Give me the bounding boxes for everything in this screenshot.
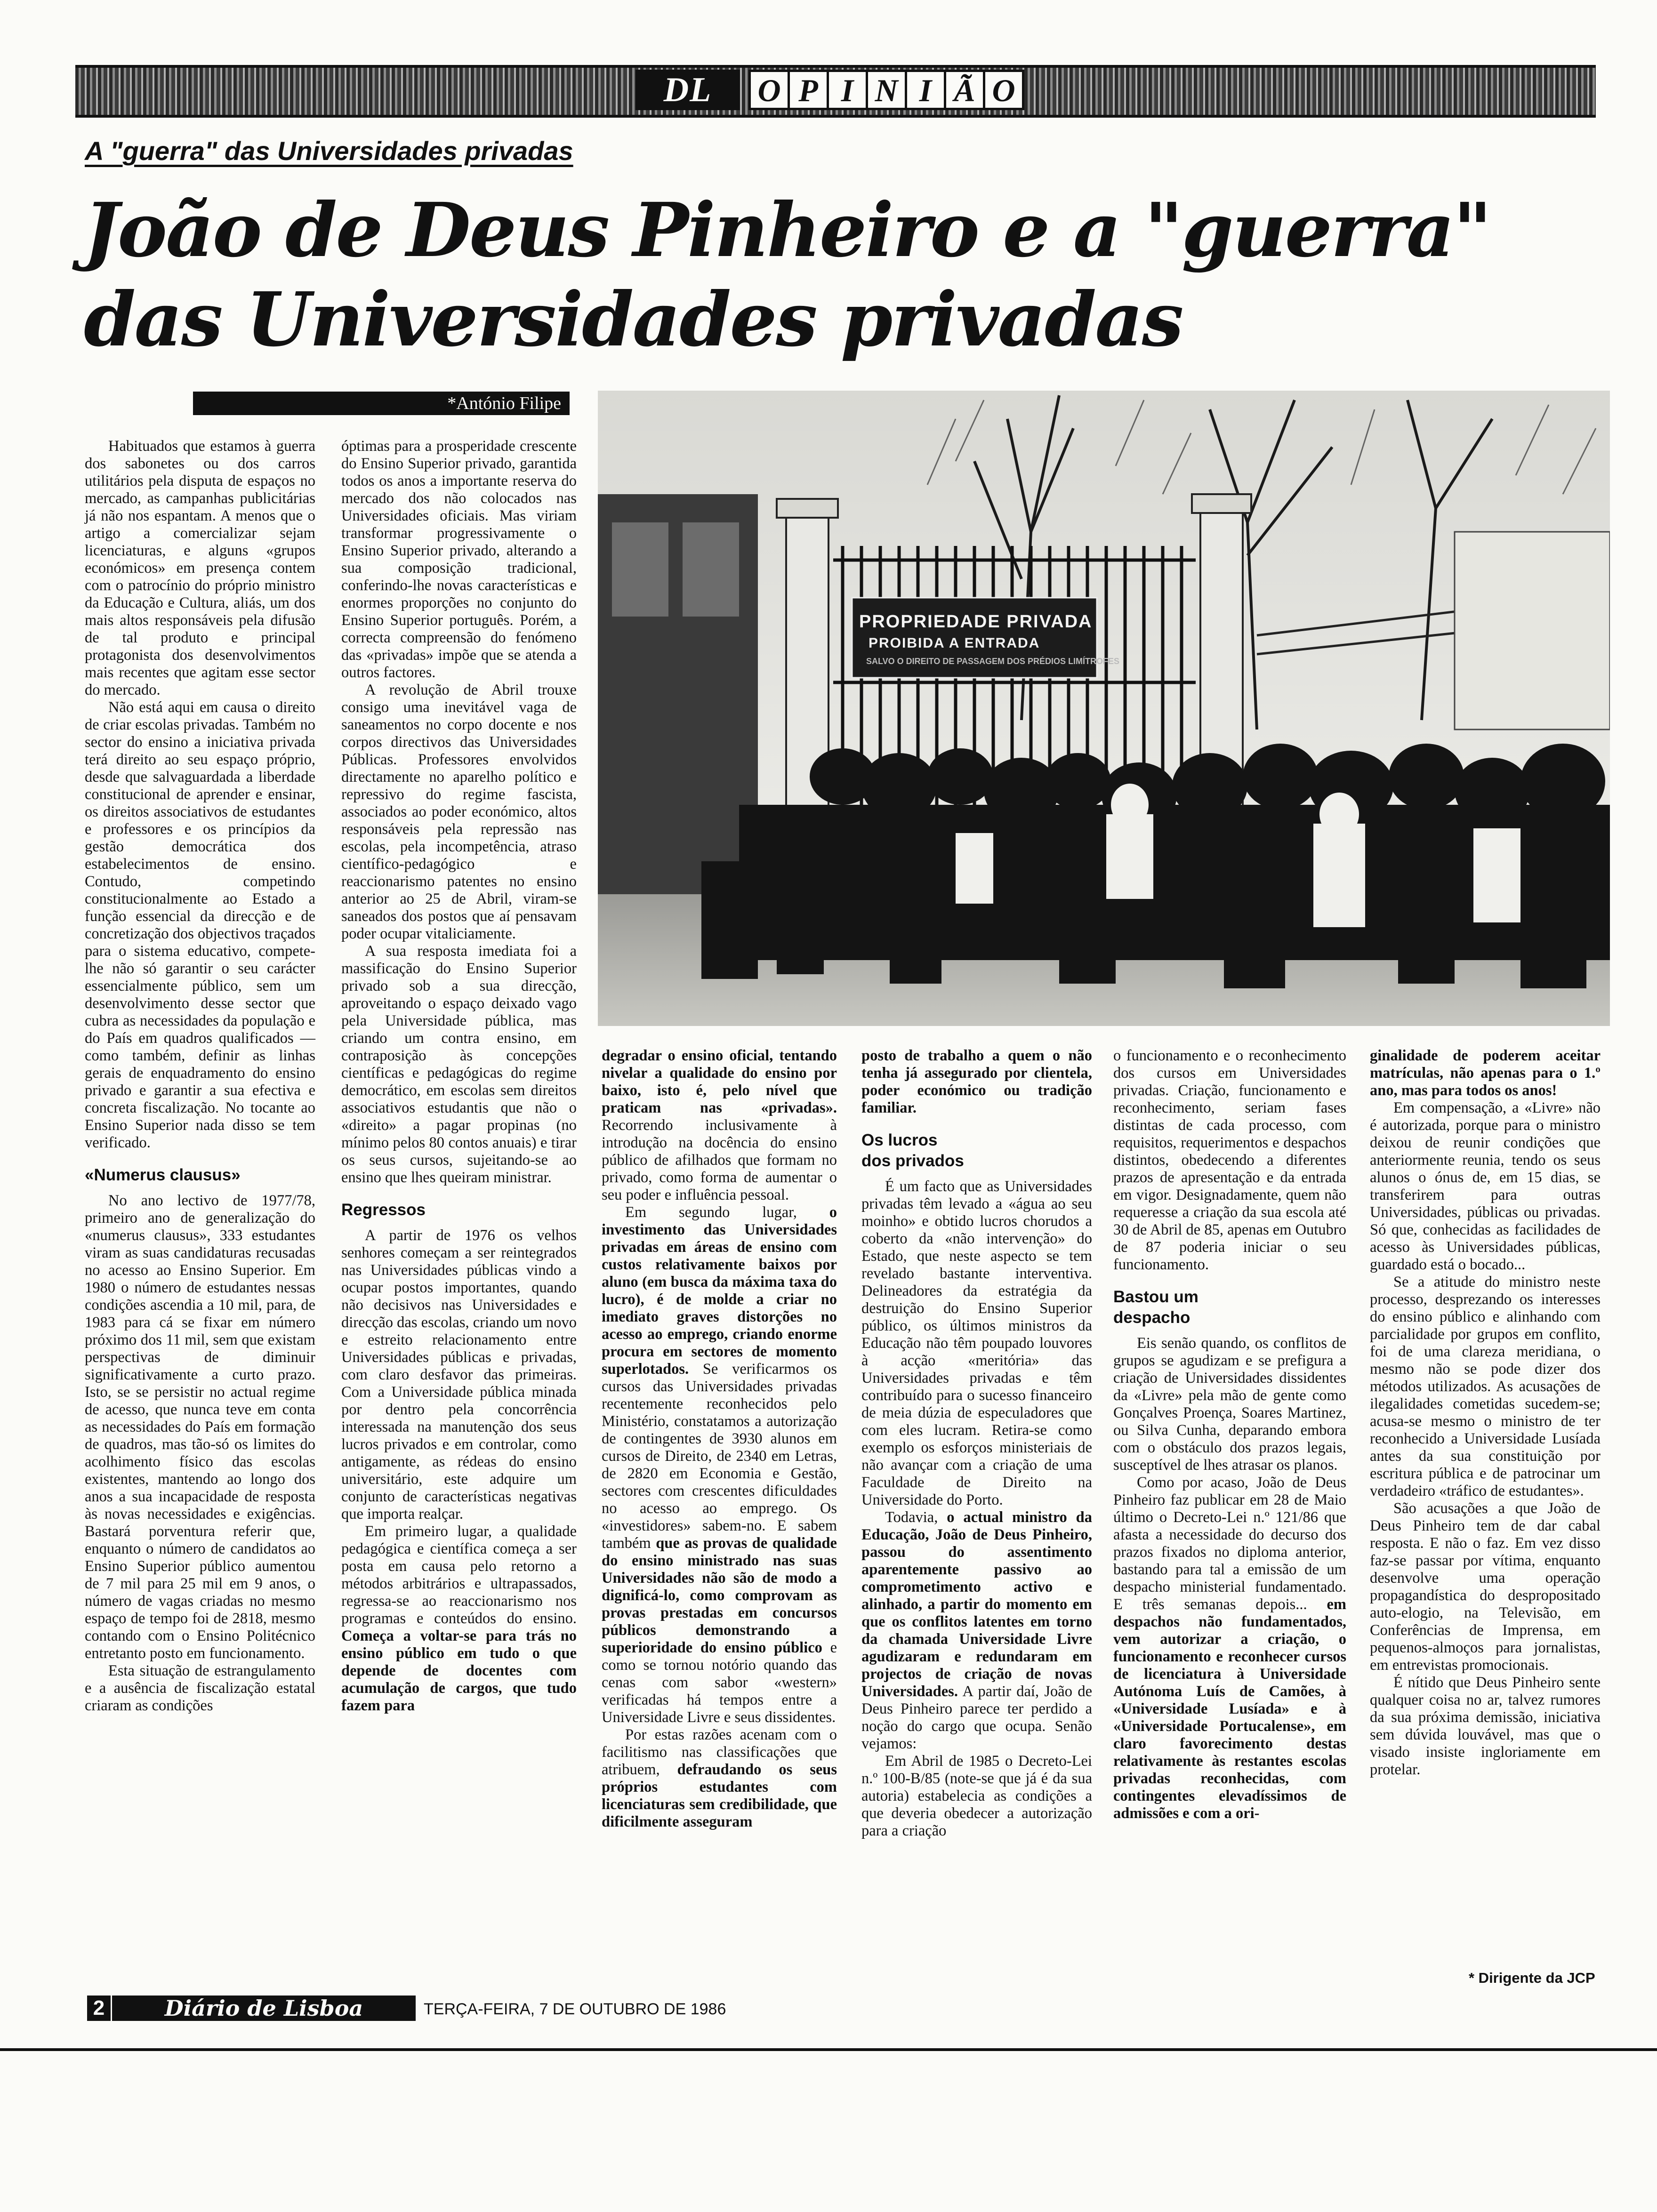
photo-sign-line-3: SALVO O DIREITO DE PASSAGEM DOS PRÉDIOS LIMÍTROFES — [866, 657, 1120, 666]
paragraph: A sua resposta imediata foi a massificação do Ensino Superior privado sob a sua direcção, aproveitando o espaço deixado vago pela Universidade pública, mas criando um contra ensino, em contraposição às concepções científicas e pedagógicas do regime democrático, em escolas sem direitos associativos estudantis que não o «direito» a pagar propinas (no mínimo pelos 80 contos anuais) e tirar os seus cursos, sujeitando-se ao ensino que lhes queiram ministrar. — [341, 943, 577, 1186]
paragraph — [602, 1047, 837, 1204]
article-kicker: A "guerra" das Universidades privadas — [85, 136, 573, 166]
section-letter: I — [907, 72, 946, 108]
paragraph: o funcionamento e o reconhecimento dos cursos em Universidades privadas. Criação, funcionamento e reconhecimento, seriam fases distintas de cada processo, com requisitos, requerimentos e despachos distintos, obedecendo a diferentes prazos de apresentação e da entrada em vigor. Designadamente, quem não requeresse a criação da sua escola até 30 de Abril de 85, apenas em Outubro de 87 poderia iniciar o seu funcionamento. — [1113, 1047, 1346, 1273]
paragraph: No ano lectivo de 1977/78, primeiro ano de generalização do «numerus clausus», 333 estudantes viram as suas candidaturas recusadas no acesso ao Ensino Superior. Em 1980 o número de estudantes nessas condições ascendia a 10 mil, para, de 1983 para cá se fixar em número próximo dos 11 mil, sem que existam perspectivas de diminuir significativamente a curto prazo. Isto, se se persistir no actual regime de acesso, que nunca teve em conta as necessidades do País em formação de quadros, mas tão-só os limites do acolhimento físico das escolas existentes, mantendo ao longo dos anos a sua incapacidade de resposta às novas necessidades e exigências. Bastará porventura referir que, enquanto o número de candidatos ao Ensino Superior público aumentou de 7 mil para 25 mil em 9 anos, o número de vagas criadas no mesmo espaço de tempo foi de 2818, mesmo contando com o Ensino Politécnico entretanto posto em funcionamento. — [85, 1192, 315, 1662]
bold-text-run: posto de trabalho a quem o não tenha já assegurado por clientela, poder económico ou tradição familiar. — [861, 1047, 1092, 1116]
article-column-1 — [85, 438, 315, 1715]
paragraph — [1113, 1474, 1346, 1822]
subheading: Regressos — [341, 1201, 426, 1219]
paragraph: Se a atitude do ministro neste processo, desprezando os interesses do ensino público e alinhando com parcialidade por grupos em conflito, foi de uma clareza meridiana, o mesmo não se pode dizer dos métodos utilizados. As acusações de ilegalidades cometidas sucedem-se; acusa-se mesmo o ministro de ter reconhecido a Universidade Lusíada antes da sua constituição por escritura pública e de patrocinar um verdadeiro «tráfico de estudantes». — [1370, 1274, 1601, 1499]
article-column-5 — [1113, 1047, 1346, 1822]
paragraph — [602, 1204, 837, 1726]
paragraph — [602, 1726, 837, 1831]
author-note: * Dirigente da JCP — [1469, 1970, 1595, 1986]
subheading: «Numerus clausus» — [85, 1166, 241, 1184]
section-letter: Ã — [946, 72, 985, 108]
page-number: 2 — [87, 1996, 111, 2021]
text-run: Recorrendo inclusivamente à introdução na docência do ensino público de afilhados que formam no privado, como forma de aumentar o seu poder e influência pessoal. — [602, 1117, 837, 1203]
section-letter: N — [868, 72, 907, 108]
bold-text-run: o investimento das Universidades privadas em áreas de ensino com custos relativamente baixos por aluno (em busca da máxima taxa do lucro), é de molde a criar no imediato graves distorções no acesso ao emprego, criando enorme procura em sectores de momento superlotados. — [602, 1204, 837, 1378]
paragraph — [341, 1523, 577, 1715]
bold-text-run: defraudando os seus próprios estudantes com licenciaturas sem credibilidade, que dificilmente asseguram — [602, 1761, 837, 1830]
text-run: Em primeiro lugar, a qualidade pedagógica e científica começa a ser posta em causa pelo retorno a métodos arbitrários e ultrapassados, regressa-se ao reaccionarismo nos programas e conteúdos do ensino. — [341, 1523, 577, 1627]
article-byline: *António Filipe — [193, 392, 570, 415]
text-run: Como por acaso, João de Deus Pinheiro faz publicar em 28 de Maio último o Decreto-Lei n.º 121/86 que afasta a necessidade do decurso dos prazos fixados no diploma anterior, bastando para tal a emissão de um despacho ministerial fundamentado. E três semanas depois... — [1113, 1474, 1346, 1613]
paragraph: A partir de 1976 os velhos senhores começam a ser reintegrados nas Universidades públicas vindo a ocupar postos importantes, quando não decisivos nas Universidades e direcção das escolas, criando um novo e estreito relacionamento entre Universidades públicas e privadas, com claro desfavor das primeiras. Com a Universidade pública minada por dentro pela concorrência interessada na manutenção dos seus lucros privados e em controlar, como antigamente, as rédeas do ensino universitário, este adquire um conjunto de características negativas que importa realçar. — [341, 1227, 577, 1523]
paragraph: Em Abril de 1985 o Decreto-Lei n.º 100-B/85 (note-se que já é da sua autoria) estabelecia as condições a que deveria obedecer a autorização para a criação — [861, 1753, 1092, 1839]
section-letter: O — [992, 72, 1015, 108]
newspaper-logo: DL — [635, 70, 740, 110]
bold-text-run: degradar o ensino oficial, tentando nivelar a qualidade do ensino por baixo, isto é, pelo nível que praticam nas «privadas». — [602, 1047, 837, 1116]
article-column-2 — [341, 438, 577, 1715]
paragraph: Não está aqui em causa o direito de criar escolas privadas. Também no sector do ensino a iniciativa privada terá direito ao seu espaço próprio, desde que salvaguardada a liberdade constitucional de aprender e ensinar, os direitos associativos de estudantes e professores e os princípios da gestão democrática dos estabelecimentos de ensino. Contudo, competindo constitucionalmente ao Estado a função essencial da direcção e de concretização dos objectivos traçados para o sistema educativo, compete-lhe não só garantir o seu carácter essencialmente público, sem um desenvolvimento desse sector que cubra as necessidades da população e do País em quadros qualificados — como também, definir as linhas gerais de enquadramento do ensino privado e garantir a sua efectiva e concreta fiscalização. No tocante ao Ensino Superior nada disso se tem verificado. — [85, 699, 315, 1151]
bold-text-run: em despachos não fundamentados, vem autorizar a criação, o funcionamento e reconhecer cursos de licenciatura à Universidade Autónoma Luís de Camões, à «Universidade Lusíada» e à «Universidade Portucalense», em claro favorecimento destas relativamente às restantes escolas privadas reconhecidas, com contingentes elevadíssimos de admissões e com a ori- — [1113, 1596, 1346, 1822]
paragraph — [861, 1047, 1092, 1117]
subheading: Os lucros dos privados — [861, 1131, 964, 1170]
paragraph — [1370, 1047, 1601, 1099]
photo-scene — [598, 391, 1610, 1026]
newspaper-name: Diário de Lisboa — [112, 1996, 416, 2021]
news-photo — [598, 391, 1610, 1026]
paragraph: É nítido que Deus Pinheiro sente qualquer coisa no ar, talvez rumores da sua próxima demissão, iniciativa sem dúvida louvável, mas que o visado insiste ingloriamente em protelar. — [1370, 1674, 1601, 1778]
article-column-4 — [861, 1047, 1092, 1840]
paragraph: Eis senão quando, os conflitos de grupos se agudizam e se prefigura a criação de Universidades dissidentes da «Livre» pela mão de gente como Gonçalves Proença, Soares Martinez, ou Silva Cunha, deparando embora com o obstáculo dos prazos legais, susceptível de lhes atrasar os planos. — [1113, 1335, 1346, 1474]
bold-text-run: que as provas de qualidade do ensino ministrado nas suas Universidades não são de modo a dignificá-lo, como comprovam as provas prestadas em concursos públicos demonstrando a superioridade do ensino público — [602, 1535, 837, 1656]
text-run: Em segundo lugar, — [625, 1204, 829, 1221]
section-letter: O — [751, 72, 790, 108]
section-letter: I — [829, 72, 868, 108]
text-run: Todavia, — [885, 1509, 947, 1526]
text-run: Por estas razões acenam com o facilitismo nas classificações que atribuem, — [602, 1726, 837, 1778]
article-column-6 — [1370, 1047, 1601, 1779]
footer-rule — [0, 2048, 1657, 2051]
paragraph: Esta situação de estrangulamento e a ausência de fiscalização estatal criaram as condições — [85, 1662, 315, 1714]
subheading: Bastou um despacho — [1113, 1288, 1199, 1327]
text-run: A partir daí, João de Deus Pinheiro parece ter perdido a noção do cargo que ocupa. Senão vejamos: — [861, 1683, 1092, 1752]
photo-sign-line-2: PROIBIDA A ENTRADA — [869, 635, 1040, 651]
paragraph: óptimas para a prosperidade crescente do Ensino Superior privado, garantida todos os anos a importante reserva do mercado dos não colocados nas Universidades oficiais. Mas viriam transformar progressivamente o Ensino Superior privado, alterando a sua composição tradicional, conferindo-lhe novas características e enormes proporções no conjunto do Ensino Superior português. Porém, a correcta compreensão do fenómeno das «privadas» impõe que se atenda a outros factores. — [341, 438, 577, 681]
photo-sign-line-1: PROPRIEDADE PRIVADA — [859, 612, 1093, 632]
bold-text-run: o actual ministro da Educação, João de Deus Pinheiro, passou do assentimento aparentemente passivo ao comprometimento activo e alinhado, a partir do momento em que os conflitos latentes em torno da chamada Universidade Livre agudizaram e redundaram em projectos de criação de novas Universidades. — [861, 1509, 1092, 1700]
paragraph: Habituados que estamos à guerra dos sabonetes ou dos carros utilitários pela disputa de espaços no mercado, as campanhas publicitárias já não nos espantam. A menos que o artigo a comercializar sejam licenciaturas, e alguns «grupos económicos» em presença contem com o patrocínio do próprio ministro da Educação e Cultura, aliás, um dos mais altos responsáveis pela difusão de tal produto e principal protagonista dos desenvolvimentos mais recentes que agitam esse sector do mercado. — [85, 438, 315, 698]
paragraph: São acusações a que João de Deus Pinheiro tem de dar cabal resposta. E não o faz. Em vez disso faz-se passar por vítima, enquanto desenvolve uma operação propagandística do despropositado auto-elogio, na Televisão, em Conferências de Imprensa, em pequenos-almoços para jornalistas, em entrevistas promocionais. — [1370, 1500, 1601, 1674]
text-run: Se verificarmos os cursos das Universidades privadas recentemente reconhecidos pelo Ministério, constatamos a autorização de contingentes de 3930 alunos em cursos de Direito, de 2340 em Letras, de 2820 em Economia e Gestão, sectores com crescentes dificuldades no acesso ao emprego. Os «investidores» sabem-no. E sabem também — [602, 1361, 837, 1552]
text-run: e como se tornou notório quando das cenas com sabor «western» verificadas há tempos entre a Universidade Livre e seus dissidentes. — [602, 1639, 837, 1726]
article-column-3 — [602, 1047, 837, 1831]
section-letter: P — [790, 72, 829, 108]
issue-date: TERÇA-FEIRA, 7 DE OUTUBRO DE 1986 — [424, 2000, 726, 2018]
bold-text-run: ginalidade de poderem aceitar matrículas, não apenas para o 1.º ano, mas para todos os anos! — [1370, 1047, 1601, 1099]
bold-text-run: Começa a voltar-se para trás no ensino público em tudo o que depende de docentes com acumulação de cargos, que tudo fazem para — [341, 1627, 577, 1714]
article-headline: João de Deus Pinheiro e a "guerra" das Universidades privadas — [84, 187, 1491, 363]
paragraph: Em compensação, a «Livre» não é autorizada, porque para o ministro deixou de reunir condições que anteriormente reunia, tendo os seus alunos o ónus de, em 15 dias, se transferirem para outras Universidades, públicas ou privadas. Só que, conhecidas as facilidades de acesso às Universidades públicas, guardado está o bocado... — [1370, 1099, 1601, 1273]
paragraph: É um facto que as Universidades privadas têm levado a «água ao seu moinho» e obtido lucros chorudos a coberto da «não intervenção» do Estado, que neste aspecto se tem revelado bastante interventiva. Delineadores da estratégia da destruição do Ensino Superior público, os últimos ministros da Educação não têm poupado louvores à acção «meritória» das Universidades privadas e têm contribuído para o sucesso financeiro de meia dúzia de especuladores que com eles lucram. Retira-se como exemplo os esforços ministeriais de não avançar com a criação de uma Faculdade de Direito na Universidade do Porto. — [861, 1178, 1092, 1508]
paragraph — [861, 1509, 1092, 1753]
paragraph: A revolução de Abril trouxe consigo uma inevitável vaga de saneamentos no corpo docente e nos corpos directivos das Universidades Públicas. Professores envolvidos directamente no aparelho político e repressivo do regime fascista, associados ao poder económico, altos responsáveis pela repressão nas escolas, pela incompetência, atraso científico-pedagógico e reaccionarismo patentes no ensino anterior ao 25 de Abril, viram-se saneados dos postos que aí pensavam poder ocupar vitaliciamente. — [341, 681, 577, 942]
section-title — [748, 70, 1024, 110]
